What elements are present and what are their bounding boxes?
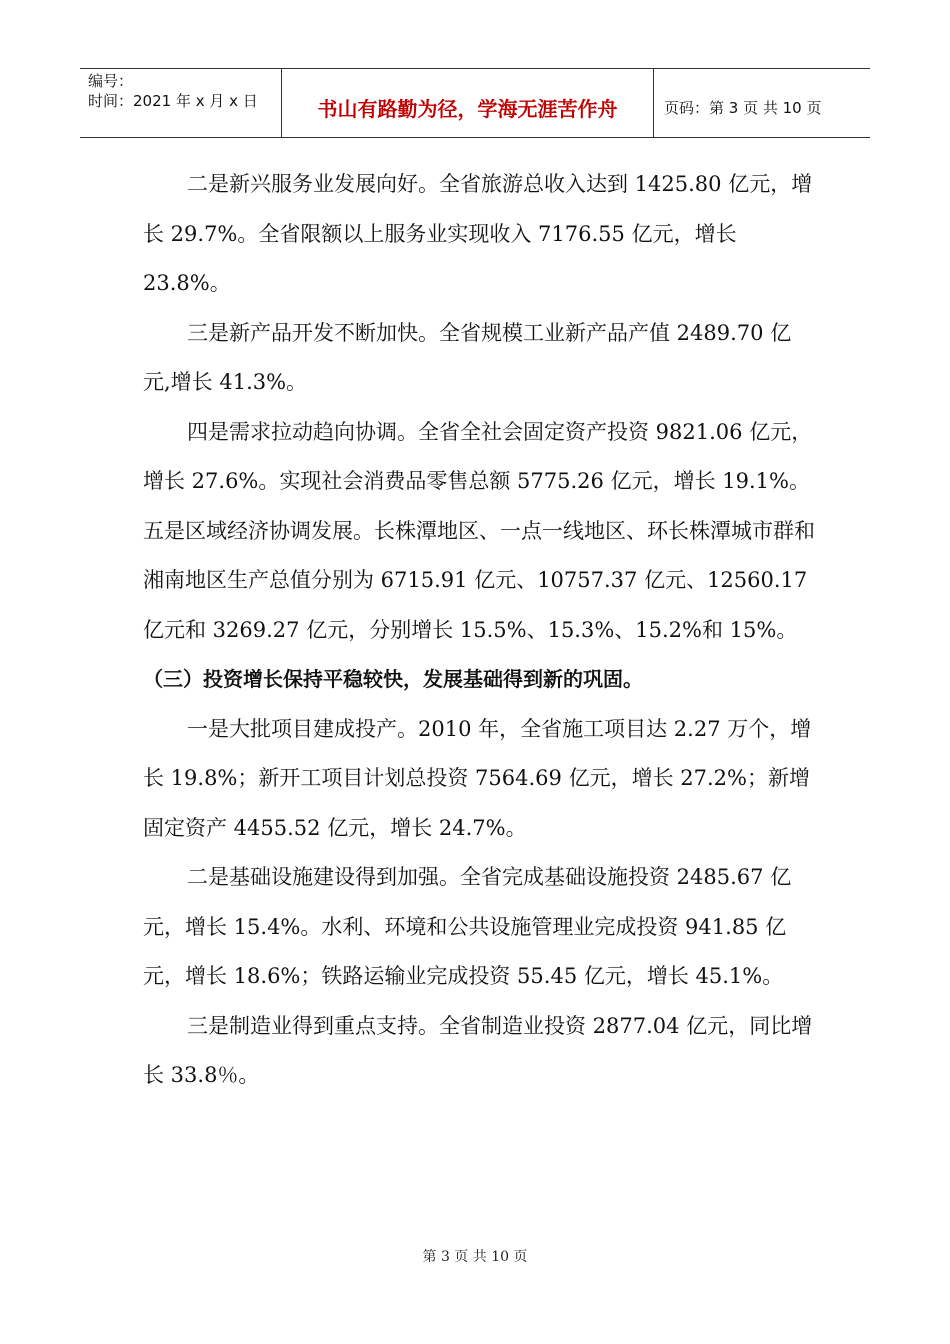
paragraph-new-products: 三是新产品开发不断加快。全省规模工业新产品产值 2489.70 亿元,增长 41.3%。 (143, 320, 792, 394)
page-footer: 第 3 页 共 10 页 (422, 1249, 528, 1265)
paragraph-infrastructure: 二是基础设施建设得到加强。全省完成基础设施投资 2485.67 亿元，增长 15.4%。水利、环境和公共设施管理业完成投资 941.85 亿元，增长 18.6%；铁路运输业完成投资 55.45 亿元，增长 45.1%。 (143, 865, 792, 988)
paragraph-service-industry: 二是新兴服务业发展向好。全省旅游总收入达到 1425.80 亿元，增长 29.7%。全省限额以上服务业实现收入 7176.55 亿元，增长 23.8%。 (143, 172, 813, 295)
paragraph-regional: 五是区域经济协调发展。长株潭地区、一点一线地区、环长株潭城市群和湘南地区生产总值分别为 6715.91 亿元、10757.37 亿元、12560.17 亿元和 3269.27 亿元，分别增长 15.5%、15.3%、15.2%和 15%。 (143, 518, 815, 642)
page-header (80, 68, 870, 138)
document-body (143, 160, 815, 1101)
paragraph-demand: 四是需求拉动趋向协调。全省全社会固定资产投资 9821.06 亿元，增长 27.6%。实现社会消费品零售总额 5775.26 亿元，增长 19.1%。 (143, 419, 813, 493)
paragraph-projects: 一是大批项目建成投产。2010 年，全省施工项目达 2.27 万个，增长 19.8%；新开工项目计划总投资 7564.69 亿元，增长 27.2%；新增固定资产 4455.52 亿元，增长 24.7%。 (143, 716, 812, 840)
number-label: 编号： (88, 72, 134, 90)
header-meta (80, 69, 282, 137)
paragraph-manufacturing: 三是制造业得到重点支持。全省制造业投资 2877.04 亿元，同比增长 33.8％。 (143, 1013, 813, 1087)
header-motto: 书山有路勤为径，学海无涯苦作舟 (282, 69, 654, 137)
section-heading: （三）投资增长保持平稳较快，发展基础得到新的巩固。 (143, 667, 643, 691)
time-label: 时间：2021 年 x 月 x 日 (88, 92, 258, 110)
header-page-info: 页码：第 3 页 共 10 页 (664, 98, 822, 117)
